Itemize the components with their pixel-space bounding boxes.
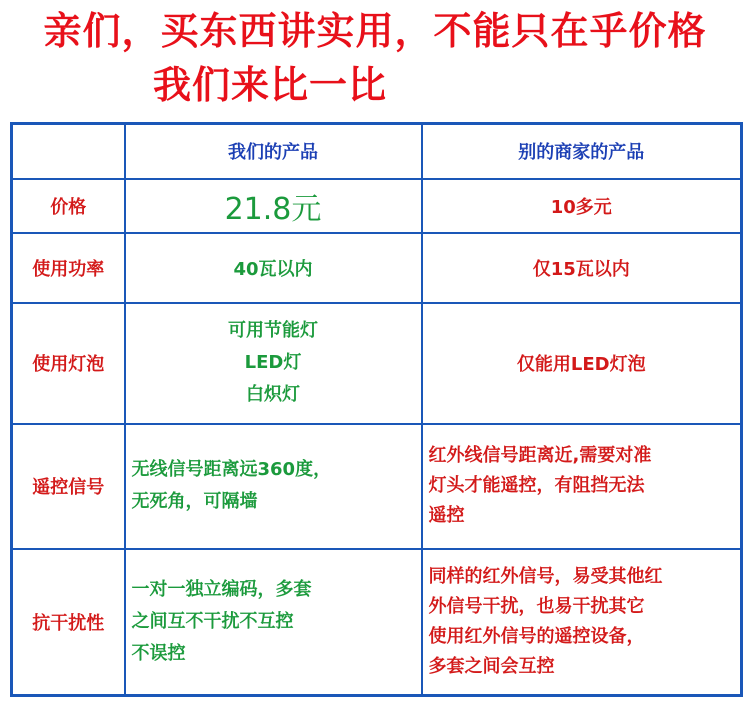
our-bulb-option: LED灯 bbox=[244, 352, 302, 373]
table-row-signal bbox=[12, 424, 742, 549]
our-signal-line: 无线信号距离远360度， bbox=[131, 459, 332, 480]
header-empty-cell bbox=[12, 124, 125, 179]
row-label-bulb: 使用灯泡 bbox=[12, 303, 125, 424]
our-bulb-cell bbox=[125, 303, 422, 424]
table-row-interference bbox=[12, 549, 742, 696]
our-interference-line: 之间互不干扰不互控 bbox=[131, 610, 294, 632]
row-label-price: 价格 bbox=[12, 179, 125, 233]
row-label-power: 使用功率 bbox=[12, 233, 125, 303]
header-our-product: 我们的产品 bbox=[125, 124, 422, 179]
row-label-interference: 抗干扰性 bbox=[12, 549, 125, 696]
our-power: 40瓦以内 bbox=[125, 233, 422, 303]
table-header-row bbox=[12, 124, 742, 179]
headline-line-2: 我们来比一比 bbox=[152, 63, 387, 107]
headline-line-1: 亲们，买东西讲实用，不能只在乎价格 bbox=[43, 9, 707, 53]
other-interference-line: 多套之间会互控 bbox=[428, 655, 555, 677]
our-signal-line: 无死角，可隔墙 bbox=[131, 491, 258, 512]
other-interference-cell bbox=[422, 549, 742, 696]
comparison-table bbox=[10, 122, 743, 697]
our-signal-cell bbox=[125, 424, 422, 549]
our-interference-cell bbox=[125, 549, 422, 696]
other-signal-line: 遥控 bbox=[428, 505, 465, 526]
table-row-power bbox=[12, 233, 742, 303]
row-label-signal: 遥控信号 bbox=[12, 424, 125, 549]
other-power: 仅15瓦以内 bbox=[422, 233, 742, 303]
other-interference-line: 外信号干扰，也易干扰其它 bbox=[428, 595, 645, 617]
our-interference-line: 不误控 bbox=[131, 642, 186, 664]
table-row-price bbox=[12, 179, 742, 233]
our-bulb-option: 白炽灯 bbox=[246, 384, 300, 405]
other-signal-line: 红外线信号距离近,需要对准 bbox=[428, 445, 652, 466]
other-interference-line: 同样的红外信号，易受其他红 bbox=[428, 565, 663, 587]
our-price: 21.8元 bbox=[125, 179, 422, 233]
table-row-bulb bbox=[12, 303, 742, 424]
other-signal-cell bbox=[422, 424, 742, 549]
other-signal-line: 灯头才能遥控，有阻挡无法 bbox=[428, 475, 645, 496]
other-bulb: 仅能用LED灯泡 bbox=[422, 303, 742, 424]
other-interference-line: 使用红外信号的遥控设备， bbox=[428, 625, 645, 647]
other-price: 10多元 bbox=[422, 179, 742, 233]
our-interference-line: 一对一独立编码，多套 bbox=[131, 578, 312, 600]
our-bulb-option: 可用节能灯 bbox=[228, 320, 318, 341]
header-other-product: 别的商家的产品 bbox=[422, 124, 742, 179]
